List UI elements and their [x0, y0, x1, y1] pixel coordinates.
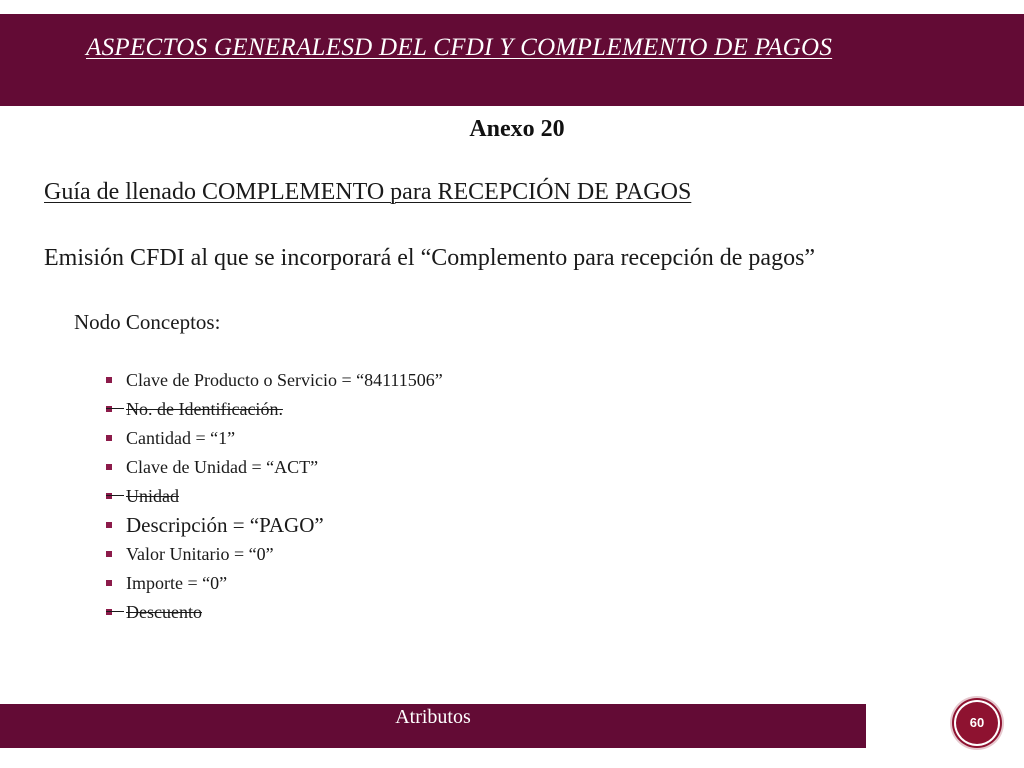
list-item-text: Unidad	[126, 486, 179, 506]
list-item	[106, 453, 443, 482]
list-item	[106, 598, 443, 627]
bullet-icon	[106, 406, 112, 412]
annex-title: Anexo 20	[469, 116, 565, 142]
bullet-icon	[106, 551, 112, 557]
bullet-icon	[106, 435, 112, 441]
bullet-icon	[106, 464, 112, 470]
list-item-text: Descripción = “PAGO”	[126, 513, 324, 537]
list-item	[106, 569, 443, 598]
list-item-text: No. de Identificación.	[126, 399, 283, 419]
list-item	[106, 482, 443, 511]
list-item-text: Descuento	[126, 602, 202, 622]
footer-label: Atributos	[395, 706, 471, 728]
node-title: Nodo Conceptos:	[74, 310, 221, 334]
bullet-icon	[106, 609, 112, 615]
list-item	[106, 395, 443, 424]
emission-text: Emisión CFDI al que se incorporará el “Complemento para recepción de pagos”	[44, 245, 816, 271]
bullet-icon	[106, 493, 112, 499]
list-item-text: Clave de Producto o Servicio = “84111506”	[126, 370, 443, 390]
list-item-text: Cantidad = “1”	[126, 428, 236, 448]
list-item-text: Clave de Unidad = “ACT”	[126, 457, 319, 477]
list-item	[106, 424, 443, 453]
list-item	[106, 366, 443, 395]
guide-title: Guía de llenado COMPLEMENTO para RECEPCIÓN DE PAGOS	[44, 179, 692, 205]
bullet-icon	[106, 377, 112, 383]
page-number-badge	[956, 702, 998, 744]
concepts-list	[106, 366, 443, 627]
list-item	[106, 511, 443, 540]
bullet-icon	[106, 522, 112, 528]
bullet-icon	[106, 580, 112, 586]
page-number: 60	[969, 715, 985, 730]
list-item-text: Valor Unitario = “0”	[126, 544, 274, 564]
list-item	[106, 540, 443, 569]
slide-title: ASPECTOS GENERALESD DEL CFDI Y COMPLEMENTO DE PAGOS	[86, 34, 833, 61]
list-item-text: Importe = “0”	[126, 573, 228, 593]
